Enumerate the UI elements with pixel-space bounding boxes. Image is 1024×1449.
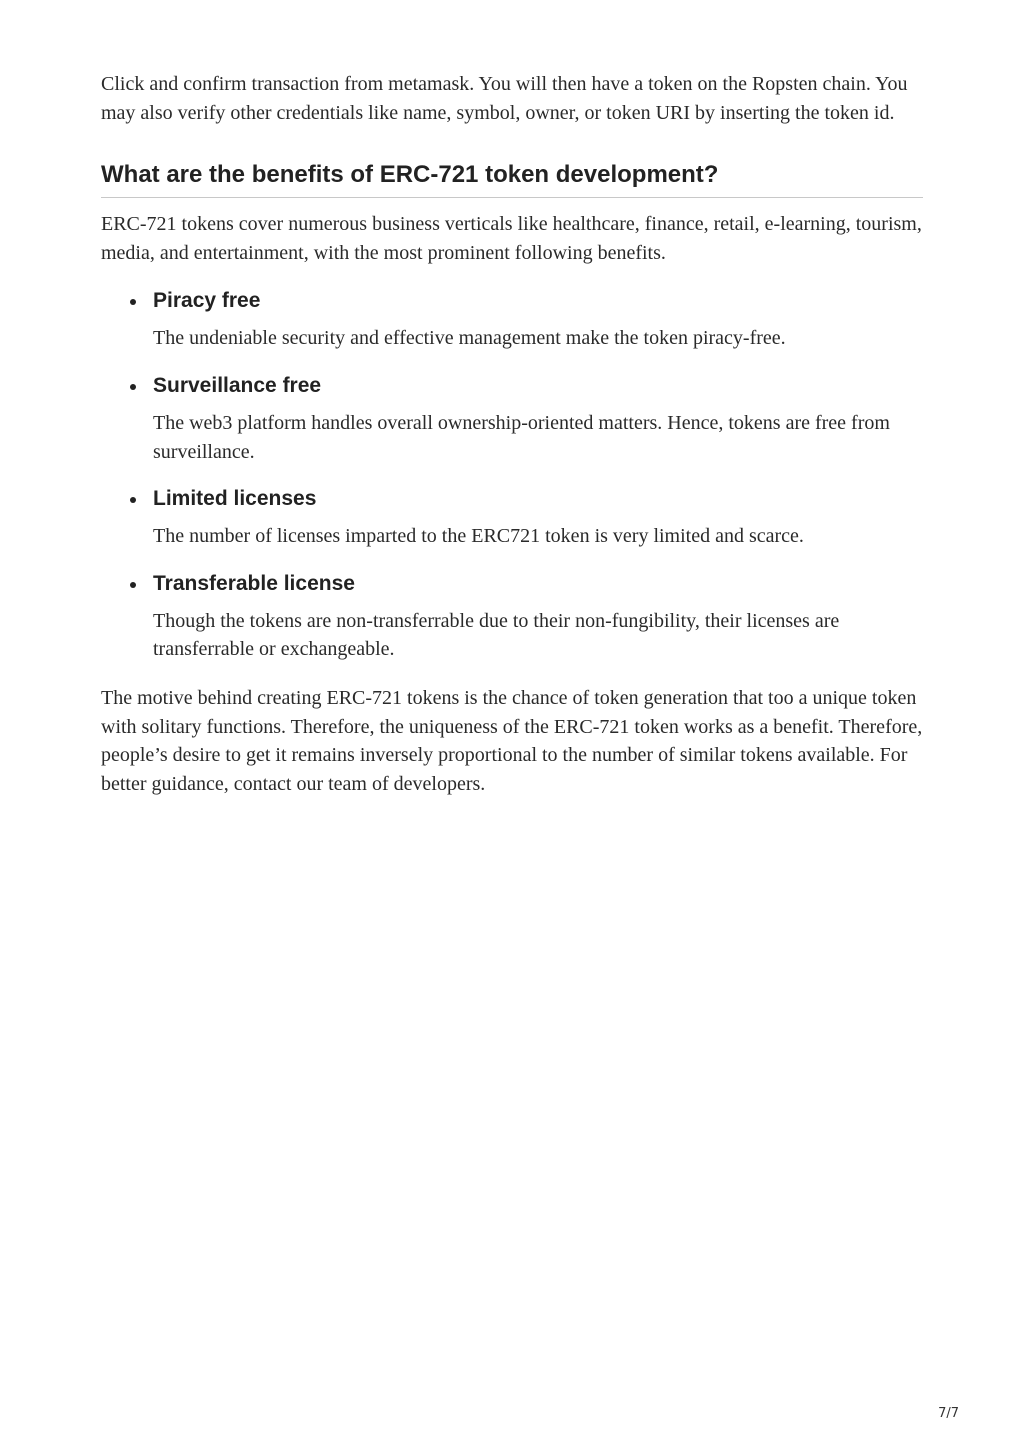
bullet-icon bbox=[130, 497, 136, 503]
benefit-description: The number of licenses imparted to the ERC721 token is very limited and scarce. bbox=[153, 525, 804, 548]
section-lead-paragraph: ERC-721 tokens cover numerous business verticals like healthcare, finance, retail, e-learning, tourism, media, and entertainment, with the most prominent following benefits. bbox=[101, 213, 922, 264]
bullet-icon bbox=[130, 384, 136, 390]
section-heading: What are the benefits of ERC-721 token development? bbox=[101, 160, 923, 198]
benefit-description: Though the tokens are non-transferrable due to their non-fungibility, their licenses are transferrable or exchangeable. bbox=[153, 609, 840, 661]
benefits-list bbox=[101, 288, 923, 664]
benefit-title: Surveillance free bbox=[153, 373, 322, 397]
list-item bbox=[153, 373, 923, 466]
bullet-icon bbox=[130, 582, 136, 588]
list-item bbox=[153, 288, 923, 353]
page-number: 7/7 bbox=[938, 1406, 959, 1421]
benefit-title: Transferable license bbox=[153, 571, 355, 595]
benefit-title: Piracy free bbox=[153, 289, 261, 313]
benefit-description: The web3 platform handles overall ownership-oriented matters. Hence, tokens are free from surveillance. bbox=[153, 411, 890, 463]
document-page bbox=[101, 70, 923, 798]
benefit-description: The undeniable security and effective management make the token piracy-free. bbox=[153, 327, 786, 350]
list-item bbox=[153, 571, 923, 664]
benefit-title: Limited licenses bbox=[153, 487, 317, 511]
conclusion-paragraph: The motive behind creating ERC-721 tokens is the chance of token generation that too a unique token with solitary functions. Therefore, the uniqueness of the ERC-721 token works as a benefit. Therefore, people’s desire to get it remains inversely proportional to the number of similar tokens available. For better guidance, contact our team of developers. bbox=[101, 686, 923, 795]
list-item bbox=[153, 486, 923, 551]
bullet-icon bbox=[130, 299, 136, 305]
intro-paragraph: Click and confirm transaction from metamask. You will then have a token on the Ropsten chain. You may also verify other credentials like name, symbol, owner, or token URI by inserting the token id. bbox=[101, 73, 908, 124]
